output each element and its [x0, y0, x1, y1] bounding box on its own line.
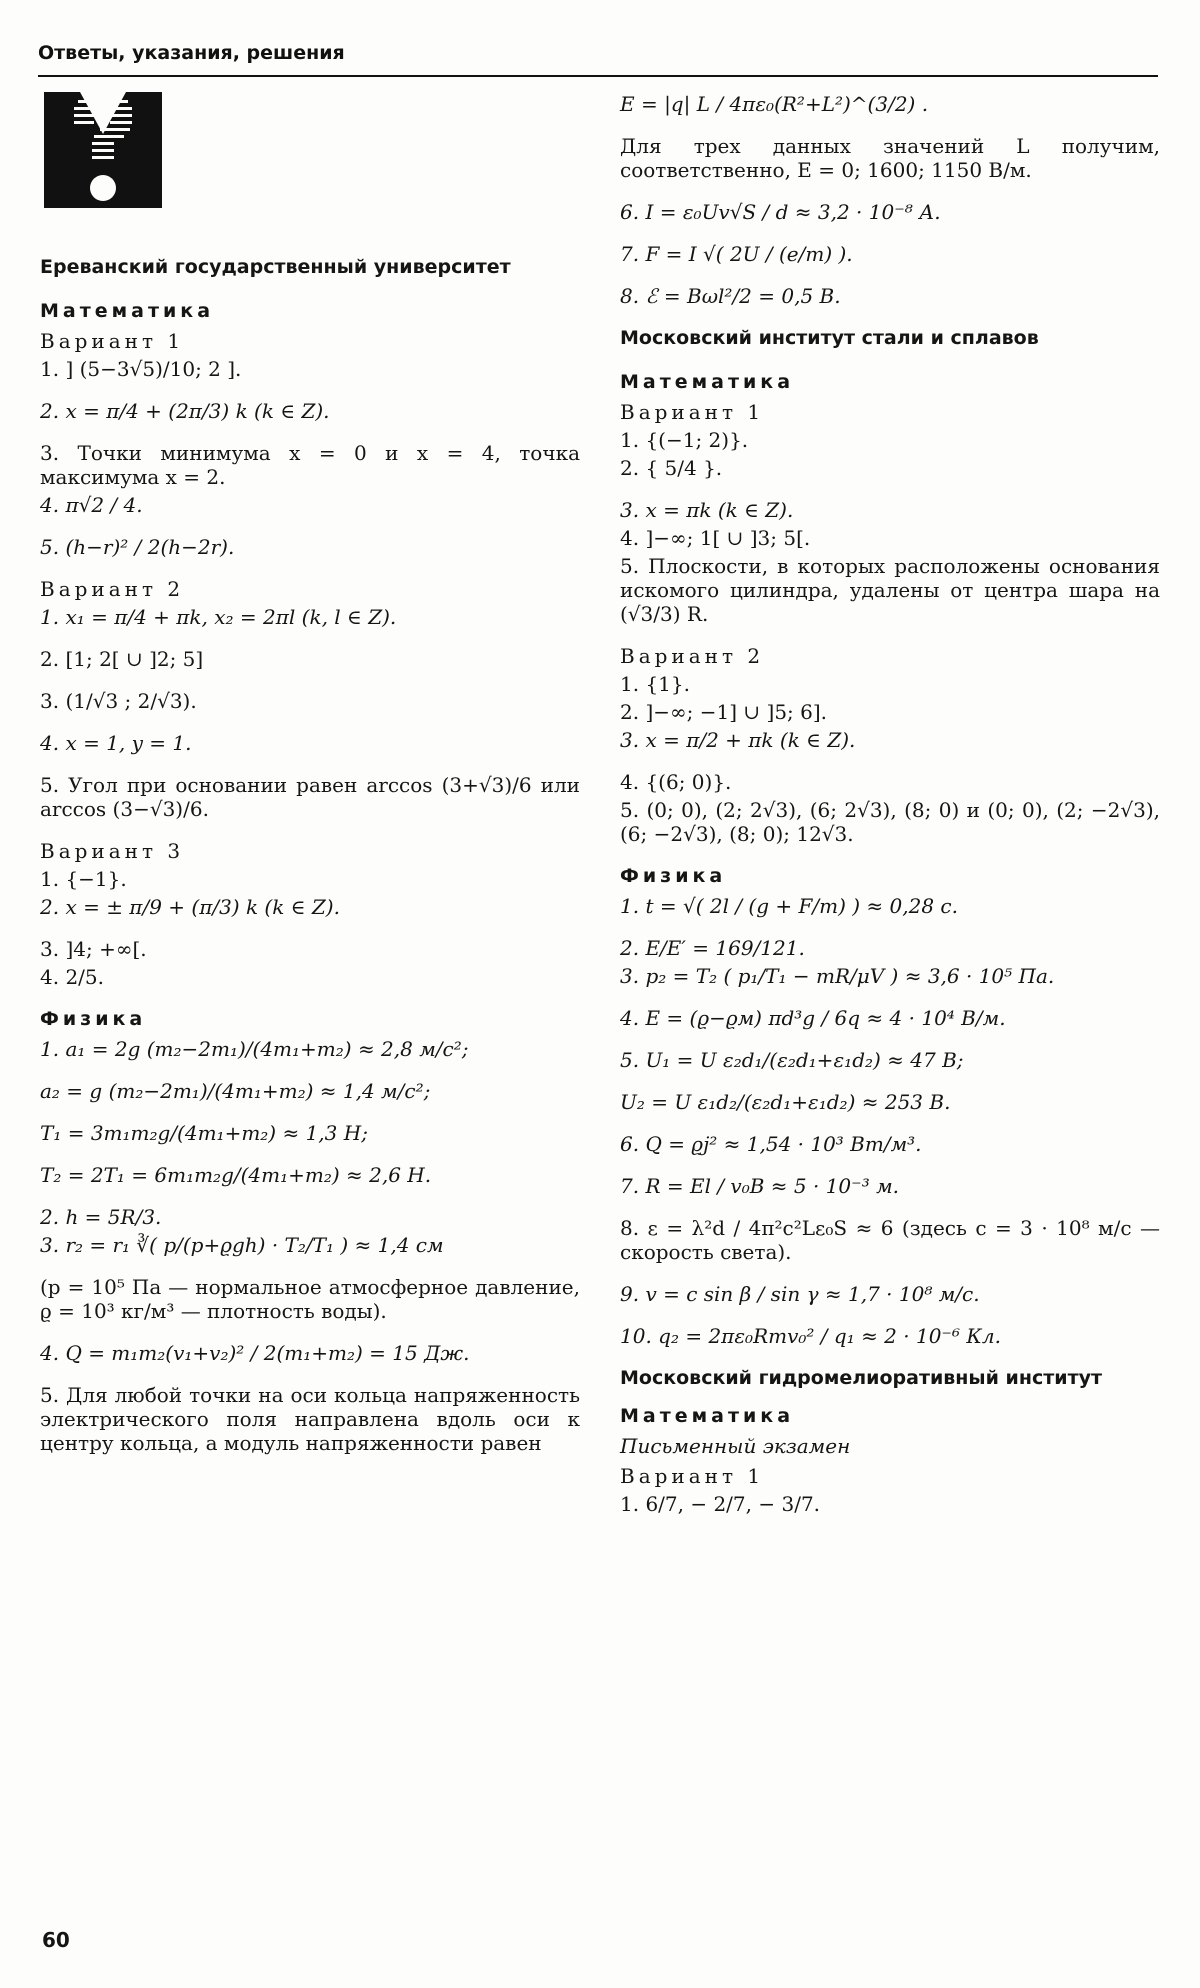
- answer-item: T₂ = 2T₁ = 6m₁m₂g/(4m₁+m₂) ≈ 2,6 Н.: [40, 1163, 432, 1187]
- answer-item: 2. E/E′ = 169/121.: [620, 936, 805, 960]
- answer-item: 4. Q = m₁m₂(v₁+v₂)² / 2(m₁+m₂) = 15 Дж.: [40, 1341, 470, 1365]
- answer-item: 7. F = I √( 2U / (e/m) ).: [620, 242, 853, 266]
- answer-item: 4. {(6; 0)}.: [620, 770, 732, 794]
- answer-item: 3. r₂ = r₁ ∛( p/(p+ϱgh) · T₂/T₁ ) ≈ 1,4 см: [40, 1233, 444, 1257]
- variant-heading: Вариант 2: [40, 577, 185, 601]
- answer-item: 5. Плоскости, в которых расположены основания искомого цилиндра, удалены от центра шара на (√3/3) R.: [620, 554, 1160, 626]
- answer-item: 5. Для любой точки на оси кольца напряженность электрического поля направлена вдоль оси к центру кольца, а модуль напряженности равен: [40, 1383, 580, 1455]
- answer-item: 2. x = ± π/9 + (π/3) k (k ∈ Z).: [40, 895, 340, 919]
- answer-item: 8. ℰ = Bωl²/2 = 0,5 В.: [620, 284, 841, 308]
- exam-type: Письменный экзамен: [620, 1434, 851, 1458]
- subject-heading: Математика: [620, 1405, 795, 1427]
- answer-item: 1. t = √( 2l / (g + F/m) ) ≈ 0,28 с.: [620, 894, 958, 918]
- variant-heading: Вариант 1: [40, 329, 185, 353]
- answer-item: 10. q₂ = 2πε₀Rmv₀² / q₁ ≈ 2 · 10⁻⁶ Кл.: [620, 1324, 1001, 1348]
- answer-item: 5. (0; 0), (2; 2√3), (6; 2√3), (8; 0) и (0; 0), (2; −2√3), (6; −2√3), (8; 0); 12√3.: [620, 798, 1160, 846]
- variant-heading: Вариант 1: [620, 400, 765, 424]
- answer-item: a₂ = g (m₂−2m₁)/(4m₁+m₂) ≈ 1,4 м/с²;: [40, 1079, 431, 1103]
- answer-item: 2. [1; 2[ ∪ ]2; 5]: [40, 647, 204, 671]
- subject-heading: Физика: [40, 1008, 147, 1030]
- answer-item: T₁ = 3m₁m₂g/(4m₁+m₂) ≈ 1,3 Н;: [40, 1121, 368, 1145]
- answer-item: 3. Точки минимума x = 0 и x = 4, точка максимума x = 2.: [40, 441, 580, 489]
- institution-title: Ереванский государственный университет: [40, 256, 511, 278]
- answer-item: 2. ]−∞; −1] ∪ ]5; 6].: [620, 700, 828, 724]
- answer-item: Для трех данных значений L получим, соответственно, E = 0; 1600; 1150 В/м.: [620, 134, 1160, 182]
- question-mark-logo-icon: [44, 92, 162, 208]
- answer-item: (p = 10⁵ Па — нормальное атмосферное давление, ϱ = 10³ кг/м³ — плотность воды).: [40, 1275, 580, 1323]
- answer-item: 3. x = π/2 + πk (k ∈ Z).: [620, 728, 856, 752]
- answer-item: 4. π√2 / 4.: [40, 493, 143, 517]
- answer-item: 2. h = 5R/3.: [40, 1205, 162, 1229]
- left-column: [40, 255, 580, 1459]
- variant-heading: Вариант 3: [40, 839, 185, 863]
- answer-item: 8. ε = λ²d / 4π²c²Lε₀S ≈ 6 (здесь c = 3 · 10⁸ м/с — скорость света).: [620, 1216, 1160, 1264]
- answer-item: 6. Q = ϱj² ≈ 1,54 · 10³ Вт/м³.: [620, 1132, 922, 1156]
- answer-item: 7. R = El / v₀B ≈ 5 · 10⁻³ м.: [620, 1174, 900, 1198]
- answer-item: 1. {−1}.: [40, 867, 127, 891]
- answer-item: 1. {(−1; 2)}.: [620, 428, 749, 452]
- answer-item: 1. {1}.: [620, 672, 690, 696]
- answer-item: 4. 2/5.: [40, 965, 104, 989]
- answer-item: U₂ = U ε₁d₂/(ε₂d₁+ε₁d₂) ≈ 253 В.: [620, 1090, 951, 1114]
- institution-title: Московский институт стали и сплавов: [620, 327, 1039, 349]
- right-column: [620, 92, 1160, 1520]
- variant-heading: Вариант 1: [620, 1464, 765, 1488]
- answer-item: 1. ] (5−3√5)/10; 2 ].: [40, 357, 242, 381]
- subject-heading: Математика: [40, 300, 215, 322]
- variant-heading: Вариант 2: [620, 644, 765, 668]
- answer-item: 1. a₁ = 2g (m₂−2m₁)/(4m₁+m₂) ≈ 2,8 м/с²;: [40, 1037, 469, 1061]
- answer-item: 5. U₁ = U ε₂d₁/(ε₂d₁+ε₁d₂) ≈ 47 В;: [620, 1048, 964, 1072]
- answer-item: E = |q| L / 4πε₀(R²+L²)^(3/2) .: [620, 92, 929, 116]
- answer-item: 3. (1/√3 ; 2/√3).: [40, 689, 197, 713]
- answer-item: 4. x = 1, y = 1.: [40, 731, 192, 755]
- page-number: 60: [42, 1928, 70, 1952]
- answer-item: 3. ]4; +∞[.: [40, 937, 147, 961]
- subject-heading: Физика: [620, 865, 727, 887]
- answer-item: 2. x = π/4 + (2π/3) k (k ∈ Z).: [40, 399, 330, 423]
- answer-item: 3. p₂ = T₂ ( p₁/T₁ − mR/μV ) ≈ 3,6 · 10⁵ Па.: [620, 964, 1055, 988]
- answer-item: 2. { 5/4 }.: [620, 456, 723, 480]
- answer-item: 3. x = πk (k ∈ Z).: [620, 498, 794, 522]
- answer-item: 5. Угол при основании равен arccos (3+√3)/6 или arccos (3−√3)/6.: [40, 773, 580, 821]
- running-header: Ответы, указания, решения: [38, 42, 345, 64]
- answer-item: 1. x₁ = π/4 + πk, x₂ = 2πl (k, l ∈ Z).: [40, 605, 397, 629]
- header-rule: [38, 75, 1158, 77]
- institution-title: Московский гидромелиоративный институт: [620, 1367, 1102, 1389]
- subject-heading: Математика: [620, 371, 795, 393]
- answer-item: 9. v = c sin β / sin γ ≈ 1,7 · 10⁸ м/с.: [620, 1282, 980, 1306]
- answer-item: 6. I = ε₀Uv√S / d ≈ 3,2 · 10⁻⁸ А.: [620, 200, 941, 224]
- answer-item: 4. ]−∞; 1[ ∪ ]3; 5[.: [620, 526, 811, 550]
- answer-item: 5. (h−r)² / 2(h−2r).: [40, 535, 235, 559]
- answer-item: 4. E = (ϱ−ϱм) πd³g / 6q ≈ 4 · 10⁴ В/м.: [620, 1006, 1006, 1030]
- answer-item: 1. 6/7, − 2/7, − 3/7.: [620, 1492, 821, 1516]
